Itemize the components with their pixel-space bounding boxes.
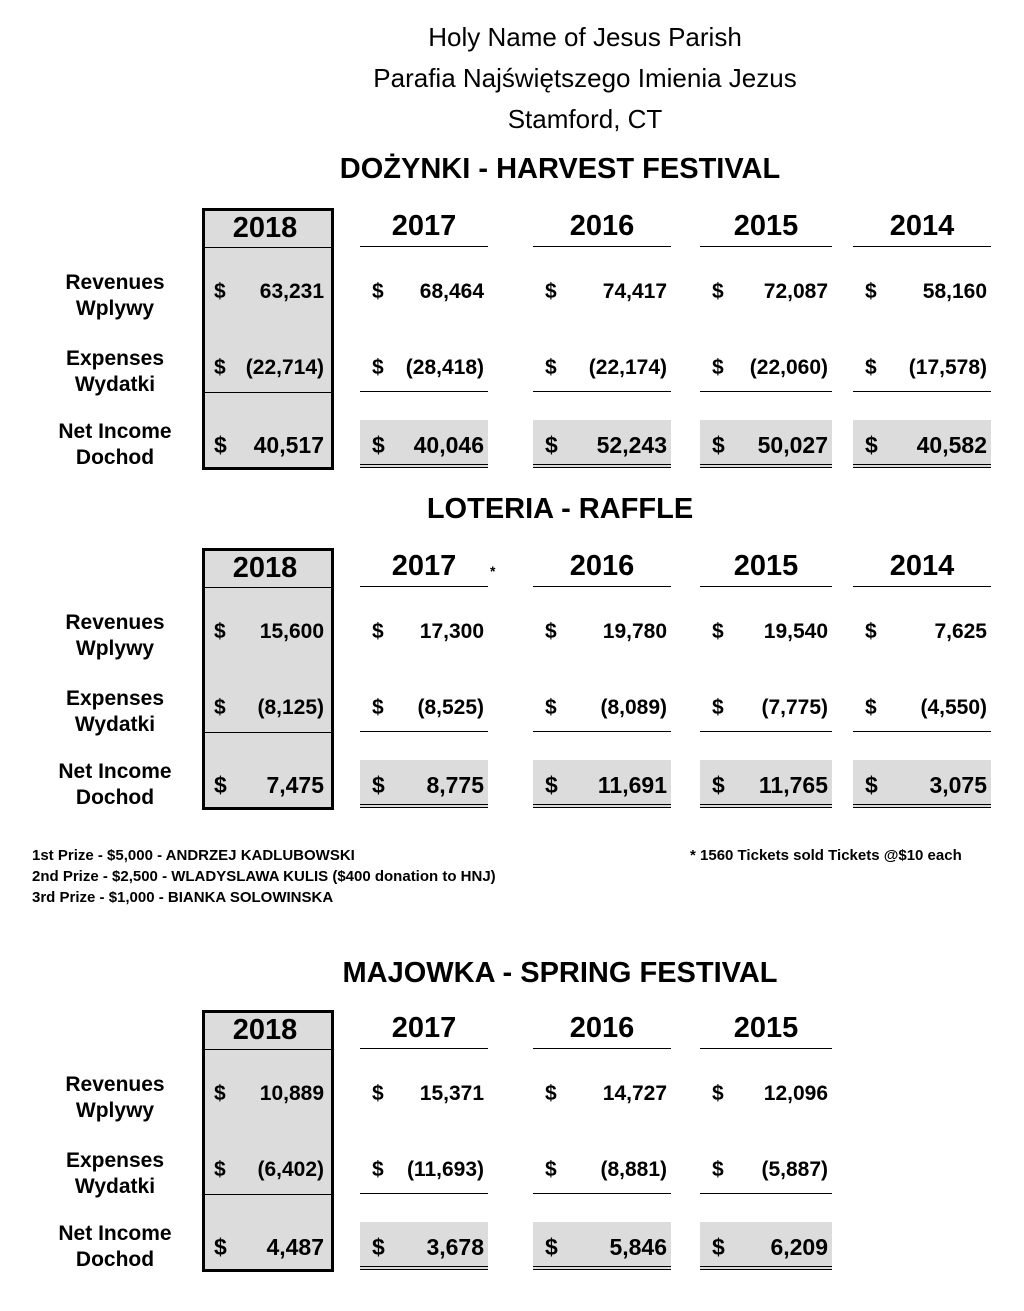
amount: 15,371 bbox=[419, 1082, 484, 1105]
amount: (11,693) bbox=[406, 1158, 484, 1181]
currency-symbol: $ bbox=[865, 772, 878, 798]
label-english: Net Income bbox=[58, 760, 172, 783]
harvest-revenues-cell bbox=[202, 280, 328, 308]
spring-expenses-cell bbox=[202, 1158, 328, 1186]
harvest-year-header: 2018 bbox=[232, 212, 298, 244]
currency-symbol: $ bbox=[865, 696, 877, 719]
spring-expenses-label bbox=[30, 1148, 200, 1200]
harvest-net-cell bbox=[853, 432, 991, 460]
currency-symbol: $ bbox=[545, 1082, 557, 1105]
amount: 40,046 bbox=[413, 432, 484, 458]
raffle-net-cell bbox=[202, 772, 328, 800]
raffle-prizes bbox=[32, 845, 496, 908]
harvest-net-label bbox=[30, 419, 200, 471]
currency-symbol: $ bbox=[545, 356, 557, 379]
currency-symbol: $ bbox=[214, 432, 227, 458]
spring-year-header: 2016 bbox=[533, 1012, 671, 1049]
raffle-revenues-cell bbox=[853, 620, 991, 648]
harvest-expenses-underline bbox=[533, 391, 671, 392]
amount: (7,775) bbox=[761, 696, 828, 719]
spring-expenses-underline bbox=[533, 1193, 671, 1194]
label-english: Revenues bbox=[65, 1073, 165, 1096]
spring-net-cell bbox=[202, 1234, 328, 1262]
currency-symbol: $ bbox=[214, 620, 226, 643]
amount: 6,209 bbox=[770, 1234, 828, 1260]
prize-2: 2nd Prize - $2,500 - WLADYSLAWA KULIS ($400 donation to HNJ) bbox=[32, 868, 496, 885]
amount: 63,231 bbox=[259, 280, 324, 303]
spring-net-cell bbox=[360, 1234, 488, 1262]
currency-symbol: $ bbox=[712, 772, 725, 798]
spring-expenses-cell bbox=[700, 1158, 832, 1186]
amount: 19,780 bbox=[602, 620, 667, 643]
amount: 17,300 bbox=[419, 620, 484, 643]
currency-symbol: $ bbox=[545, 432, 558, 458]
harvest-expenses-cell bbox=[853, 356, 991, 384]
spring-year-header: 2015 bbox=[700, 1012, 832, 1049]
currency-symbol: $ bbox=[372, 1082, 384, 1105]
amount: 3,678 bbox=[426, 1234, 484, 1260]
currency-symbol: $ bbox=[372, 432, 385, 458]
amount: 68,464 bbox=[419, 280, 484, 303]
spring-expenses-underline bbox=[360, 1193, 488, 1194]
currency-symbol: $ bbox=[214, 1158, 226, 1181]
harvest-year-header: 2014 bbox=[853, 210, 991, 247]
currency-symbol: $ bbox=[214, 280, 226, 303]
currency-symbol: $ bbox=[712, 1082, 724, 1105]
amount: (5,887) bbox=[761, 1158, 828, 1181]
currency-symbol: $ bbox=[545, 280, 557, 303]
raffle-title: LOTERIA - RAFFLE bbox=[426, 493, 694, 525]
spring-revenues-cell bbox=[700, 1082, 832, 1110]
currency-symbol: $ bbox=[214, 1082, 226, 1105]
harvest-net-cell bbox=[700, 432, 832, 460]
label-polish: Wydatki bbox=[74, 713, 156, 736]
currency-symbol: $ bbox=[712, 696, 724, 719]
harvest-expenses-underline bbox=[700, 391, 832, 392]
label-english: Expenses bbox=[65, 687, 165, 710]
amount: 8,775 bbox=[426, 772, 484, 798]
amount: 40,517 bbox=[253, 432, 324, 458]
amount: (22,714) bbox=[245, 356, 324, 379]
currency-symbol: $ bbox=[372, 1158, 384, 1181]
currency-symbol: $ bbox=[545, 696, 557, 719]
raffle-expenses-cell bbox=[700, 696, 832, 724]
spring-year-header: 2018 bbox=[232, 1014, 298, 1046]
currency-symbol: $ bbox=[545, 1158, 557, 1181]
amount: 14,727 bbox=[602, 1082, 667, 1105]
amount: 10,889 bbox=[259, 1082, 324, 1105]
prize-1: 1st Prize - $5,000 - ANDRZEJ KADLUBOWSKI bbox=[32, 847, 355, 864]
amount: 7,625 bbox=[934, 620, 987, 643]
currency-symbol: $ bbox=[372, 772, 385, 798]
spring-expenses-cell bbox=[533, 1158, 671, 1186]
currency-symbol: $ bbox=[712, 620, 724, 643]
parish-location: Stamford, CT bbox=[507, 104, 663, 134]
currency-symbol: $ bbox=[545, 620, 557, 643]
raffle-expenses-underline bbox=[853, 731, 991, 732]
amount: 11,765 bbox=[758, 772, 828, 798]
raffle-year-header: 2015 bbox=[700, 550, 832, 587]
amount: 15,600 bbox=[259, 620, 324, 643]
currency-symbol: $ bbox=[712, 1158, 724, 1181]
currency-symbol: $ bbox=[712, 1234, 725, 1260]
amount: (22,174) bbox=[588, 356, 667, 379]
harvest-revenues-label bbox=[30, 270, 200, 322]
amount: (6,402) bbox=[257, 1158, 324, 1181]
currency-symbol: $ bbox=[545, 1234, 558, 1260]
amount: (8,089) bbox=[600, 696, 667, 719]
currency-symbol: $ bbox=[372, 356, 384, 379]
label-polish: Wydatki bbox=[74, 373, 156, 396]
raffle-expenses-underline bbox=[533, 731, 671, 732]
harvest-expenses-cell bbox=[360, 356, 488, 384]
harvest-net-cell bbox=[533, 432, 671, 460]
amount: (8,125) bbox=[257, 696, 324, 719]
raffle-expenses-underline bbox=[700, 731, 832, 732]
currency-symbol: $ bbox=[372, 620, 384, 643]
amount: 72,087 bbox=[763, 280, 828, 303]
harvest-expenses-label bbox=[30, 346, 200, 398]
harvest-revenues-cell bbox=[360, 280, 488, 308]
raffle-expenses-cell bbox=[360, 696, 488, 724]
currency-symbol: $ bbox=[865, 432, 878, 458]
spring-net-cell bbox=[533, 1234, 671, 1262]
amount: (8,525) bbox=[417, 696, 484, 719]
box-divider bbox=[205, 732, 331, 733]
currency-symbol: $ bbox=[865, 620, 877, 643]
amount: 40,582 bbox=[916, 432, 987, 458]
spring-revenues-cell bbox=[202, 1082, 328, 1110]
amount: 5,846 bbox=[609, 1234, 667, 1260]
harvest-expenses-cell bbox=[533, 356, 671, 384]
label-polish: Dochod bbox=[75, 786, 155, 809]
currency-symbol: $ bbox=[214, 356, 226, 379]
label-english: Revenues bbox=[65, 271, 165, 294]
amount: 12,096 bbox=[763, 1082, 828, 1105]
currency-symbol: $ bbox=[545, 772, 558, 798]
raffle-net-cell bbox=[360, 772, 488, 800]
harvest-expenses-underline bbox=[360, 391, 488, 392]
parish-name: Holy Name of Jesus Parish bbox=[428, 22, 742, 52]
harvest-expenses-cell bbox=[202, 356, 328, 384]
label-english: Expenses bbox=[65, 1149, 165, 1172]
label-english: Expenses bbox=[65, 347, 165, 370]
harvest-table bbox=[0, 210, 1024, 480]
amount: (8,881) bbox=[600, 1158, 667, 1181]
spring-year-header: 2017 bbox=[360, 1012, 488, 1049]
currency-symbol: $ bbox=[712, 356, 724, 379]
raffle-expenses-label bbox=[30, 686, 200, 738]
spring-expenses-underline bbox=[700, 1193, 832, 1194]
raffle-year-header: 2014 bbox=[853, 550, 991, 587]
spring-title: MAJOWKA - SPRING FESTIVAL bbox=[342, 957, 778, 989]
raffle-net-cell bbox=[533, 772, 671, 800]
label-english: Revenues bbox=[65, 611, 165, 634]
amount: 7,475 bbox=[266, 772, 324, 798]
harvest-year-header: 2017 bbox=[360, 210, 488, 247]
spring-expenses-cell bbox=[360, 1158, 488, 1186]
harvest-title: DOŻYNKI - HARVEST FESTIVAL bbox=[339, 153, 781, 185]
label-polish: Wplywy bbox=[75, 637, 155, 660]
label-polish: Wydatki bbox=[74, 1175, 156, 1198]
spring-net-cell bbox=[700, 1234, 832, 1262]
label-polish: Wplywy bbox=[75, 297, 155, 320]
raffle-expenses-cell bbox=[202, 696, 328, 724]
amount: 19,540 bbox=[763, 620, 828, 643]
box-divider bbox=[205, 1194, 331, 1195]
raffle-year-header: 2017 bbox=[360, 550, 488, 587]
harvest-revenues-cell bbox=[853, 280, 991, 308]
raffle-year-header: 2016 bbox=[533, 550, 671, 587]
raffle-expenses-cell bbox=[853, 696, 991, 724]
raffle-revenues-cell bbox=[202, 620, 328, 648]
amount: (17,578) bbox=[908, 356, 987, 379]
raffle-asterisk: * bbox=[490, 563, 496, 579]
amount: 3,075 bbox=[929, 772, 987, 798]
harvest-revenues-cell bbox=[700, 280, 832, 308]
currency-symbol: $ bbox=[214, 1234, 227, 1260]
harvest-expenses-cell bbox=[700, 356, 832, 384]
label-polish: Dochod bbox=[75, 446, 155, 469]
raffle-expenses-underline bbox=[360, 731, 488, 732]
raffle-net-label bbox=[30, 759, 200, 811]
label-polish: Wplywy bbox=[75, 1099, 155, 1122]
raffle-net-cell bbox=[700, 772, 832, 800]
amount: 4,487 bbox=[266, 1234, 324, 1260]
parish-name-polish: Parafia Najświętszego Imienia Jezus bbox=[373, 63, 797, 93]
currency-symbol: $ bbox=[865, 280, 877, 303]
currency-symbol: $ bbox=[712, 432, 725, 458]
raffle-year-header: 2018 bbox=[232, 552, 298, 584]
spring-revenues-label bbox=[30, 1072, 200, 1124]
spring-revenues-cell bbox=[360, 1082, 488, 1110]
currency-symbol: $ bbox=[214, 696, 226, 719]
label-english: Net Income bbox=[58, 1222, 172, 1245]
raffle-revenues-cell bbox=[360, 620, 488, 648]
ticket-note: * 1560 Tickets sold Tickets @$10 each bbox=[690, 847, 962, 864]
amount: 74,417 bbox=[602, 280, 667, 303]
spring-revenues-cell bbox=[533, 1082, 671, 1110]
harvest-year-header: 2015 bbox=[700, 210, 832, 247]
raffle-revenues-cell bbox=[533, 620, 671, 648]
amount: 50,027 bbox=[757, 432, 828, 458]
harvest-revenues-cell bbox=[533, 280, 671, 308]
amount: (28,418) bbox=[405, 356, 484, 379]
harvest-net-cell bbox=[360, 432, 488, 460]
spring-table bbox=[0, 1012, 1024, 1282]
raffle-revenues-cell bbox=[700, 620, 832, 648]
amount: 52,243 bbox=[596, 432, 667, 458]
harvest-expenses-underline bbox=[853, 391, 991, 392]
label-english: Net Income bbox=[58, 420, 172, 443]
harvest-year-header: 2016 bbox=[533, 210, 671, 247]
raffle-net-cell bbox=[853, 772, 991, 800]
amount: 58,160 bbox=[922, 280, 987, 303]
currency-symbol: $ bbox=[865, 356, 877, 379]
raffle-table bbox=[0, 550, 1024, 820]
raffle-expenses-cell bbox=[533, 696, 671, 724]
currency-symbol: $ bbox=[214, 772, 227, 798]
currency-symbol: $ bbox=[372, 1234, 385, 1260]
amount: (4,550) bbox=[920, 696, 987, 719]
label-polish: Dochod bbox=[75, 1248, 155, 1271]
currency-symbol: $ bbox=[372, 280, 384, 303]
amount: 11,691 bbox=[597, 772, 667, 798]
harvest-net-cell bbox=[202, 432, 328, 460]
raffle-revenues-label bbox=[30, 610, 200, 662]
box-divider bbox=[205, 392, 331, 393]
currency-symbol: $ bbox=[372, 696, 384, 719]
currency-symbol: $ bbox=[712, 280, 724, 303]
spring-net-label bbox=[30, 1221, 200, 1273]
amount: (22,060) bbox=[749, 356, 828, 379]
prize-3: 3rd Prize - $1,000 - BIANKA SOLOWINSKA bbox=[32, 889, 334, 906]
